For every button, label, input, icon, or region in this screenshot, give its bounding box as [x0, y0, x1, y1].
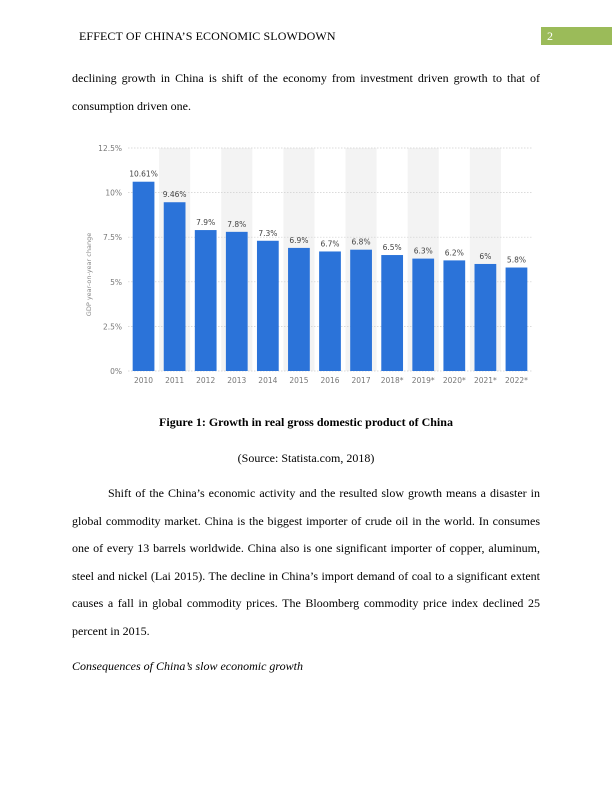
- bar: [443, 260, 465, 371]
- x-tick-label: 2019*: [411, 376, 435, 385]
- gdp-growth-chart: [76, 133, 536, 394]
- figure-caption: Figure 1: Growth in real gross domestic product of China: [159, 415, 453, 429]
- x-tick-label: 2015: [289, 376, 309, 385]
- data-label: 6.2%: [444, 248, 464, 258]
- bar: [257, 241, 279, 371]
- source-line: (Source: Statista.com, 2018): [237, 451, 375, 465]
- x-tick-label: 2020*: [442, 376, 466, 385]
- x-tick-label: 2010: [133, 376, 154, 385]
- x-tick-label: 2014: [258, 376, 278, 385]
- y-tick-label: 0%: [110, 367, 122, 376]
- data-label: 6.3%: [413, 246, 433, 256]
- bar: [164, 202, 186, 371]
- x-tick-label: 2011: [165, 376, 185, 385]
- intro-paragraph: declining growth in China is shift of the economy from investment driven growth to that of consumption driven one.: [72, 71, 540, 113]
- data-label: 9.46%: [162, 190, 187, 200]
- bar: [288, 248, 310, 371]
- bar: [133, 182, 155, 371]
- x-tick-label: 2017: [351, 376, 371, 385]
- bar: [319, 251, 341, 371]
- data-label: 6%: [479, 251, 492, 261]
- y-axis-label: GDP year-on-year change: [85, 232, 93, 317]
- chart-canvas: [76, 133, 536, 394]
- x-tick-label: 2016: [320, 376, 340, 385]
- bar: [195, 230, 217, 371]
- page-number-badge: 2: [541, 27, 612, 45]
- x-tick-label: 2012: [196, 376, 216, 385]
- x-tick-label: 2021*: [473, 376, 497, 385]
- body-paragraph: Shift of the China’s economic activity and the resulted slow growth means a disaster in global commodity market. China is the biggest importer of crude oil in the world. In consumes one of every 13 barrels worldwide. China also is one significant importer of copper, aluminum, steel and nickel (Lai 2015). The decline in China’s import demand of coal to a significant extent causes a fall in global commodity prices. The Bloomberg commodity price index declined 25 percent in 2015.: [72, 486, 540, 638]
- data-label: 7.3%: [258, 228, 278, 238]
- data-label: 7.9%: [196, 218, 216, 228]
- running-header-title: EFFECT OF CHINA’S ECONOMIC SLOWDOWN: [79, 29, 336, 43]
- y-tick-label: 10%: [105, 188, 122, 198]
- y-tick-label: 2.5%: [102, 322, 122, 332]
- bar: [506, 268, 528, 371]
- bar: [226, 232, 248, 371]
- bar: [475, 264, 497, 371]
- data-label: 5.8%: [506, 255, 526, 265]
- data-label: 6.7%: [320, 239, 340, 249]
- x-tick-label: 2013: [227, 376, 247, 385]
- data-label: 6.5%: [382, 243, 402, 253]
- section-subheading: Consequences of China’s slow economic growth: [72, 659, 303, 673]
- data-label: 10.61%: [129, 169, 158, 179]
- y-tick-label: 5%: [110, 277, 122, 287]
- y-tick-label: 7.5%: [102, 233, 122, 243]
- bar: [412, 259, 434, 371]
- data-label: 7.8%: [227, 219, 247, 229]
- y-tick-label: 12.5%: [98, 144, 122, 153]
- data-label: 6.9%: [289, 235, 309, 245]
- data-label: 6.8%: [351, 237, 371, 247]
- x-tick-label: 2022*: [505, 376, 528, 385]
- x-tick-label: 2018*: [380, 376, 404, 385]
- bar: [350, 250, 372, 371]
- bar: [381, 255, 403, 371]
